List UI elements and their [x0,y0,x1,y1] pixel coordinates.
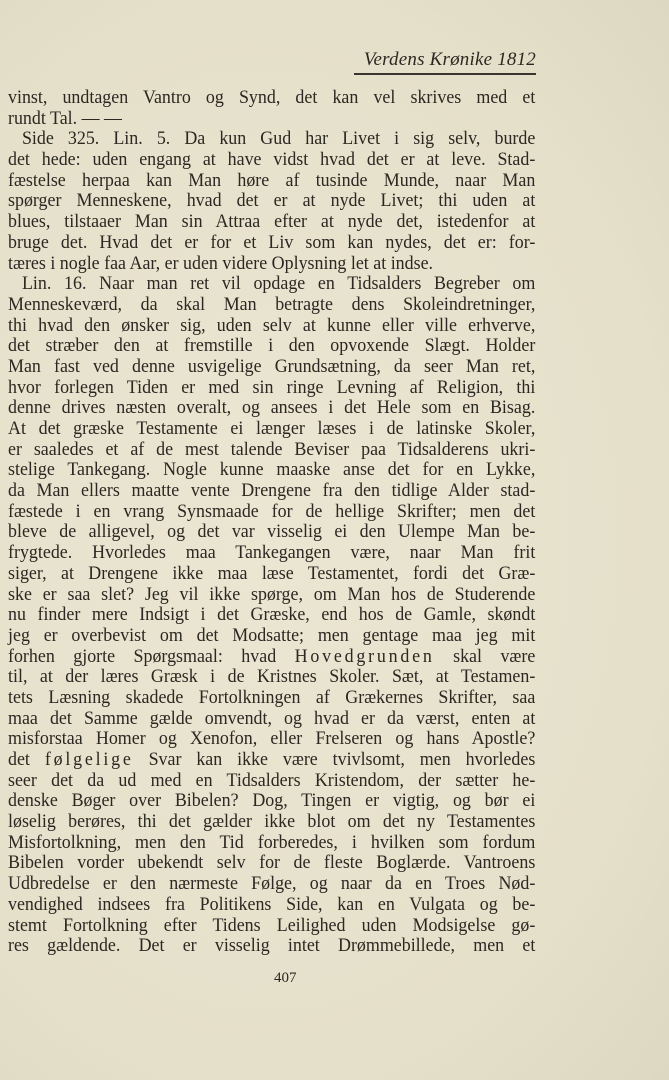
text-segment: nu finder mere Indsigt i det Græske, end hos de Gamle, skøndt [8,604,536,626]
text-line [8,460,535,481]
text-segment: Misfortolkning, men den Tid forberedes, i hvilken som fordum [8,831,536,853]
text-line [8,750,535,771]
text-segment: Man fast ved denne usvigelige Grundsætning, da seer Man ret, [8,355,536,377]
text-segment: ske er saa slet? Jeg vil ikke spørge, om Man hos de Studerende [8,583,536,605]
text-segment: løselig berøres, thi det gælder ikke blot om det ny Testamentes [8,811,536,833]
text-segment: fæstelse herpaa kan Man høre af tusinde Munde, naar Man [8,169,536,191]
text-line [8,336,535,357]
text-line [8,191,535,212]
text-line [8,564,535,585]
text-segment: er saaledes et af de mest talende Beviser paa Tidsalderens ukri- [8,438,536,460]
text-line [8,274,535,295]
text-segment: maa det Samme gælde omvendt, og hvad er da værst, enten at [8,707,536,729]
text-line [8,233,535,254]
text-line [8,626,535,647]
text-segment: skal være [434,645,536,667]
text-segment: At det græske Testamente ei længer læses i de latinske Skoler, [8,418,536,439]
text-segment: frygtede. Hvorledes maa Tankegangen være, naar Man frit [8,542,536,564]
text-line [8,853,535,874]
text-segment: rundt Tal. — — [8,107,122,129]
page-number: 407 [274,970,297,986]
text-line [8,688,535,709]
text-line [8,295,535,316]
text-segment: bleve de alligevel, og det var visselig ei den Ulempe Man be- [8,521,536,543]
text-line [8,543,535,564]
text-line [8,378,535,399]
header-rule [354,73,536,75]
text-segment: det stræber den at fremstille i den opvoxende Slægt. Holder [8,335,536,357]
text-segment: Svar kan ikke være tvivlsomt, men hvorledes [133,749,536,770]
text-line [8,254,535,275]
text-line [8,916,535,937]
text-segment: jeg er overbevist om det Modsatte; men gentage maa jeg mit [8,624,536,646]
text-segment: stemt Fortolkning efter Tidens Leilighed uden Modsigelse gø- [8,914,536,936]
text-segment: denne drives næsten overalt, og ansees i det Hele som en Bisag. [8,397,536,419]
text-segment: tets Læsning skadede Fortolkningen af Grækernes Skrifter, saa [8,686,536,708]
text-line [8,502,535,523]
body-text [8,88,536,957]
text-segment: vendighed indsees fra Politikens Side, kan en Vulgata og be- [8,893,536,915]
text-segment: vinst, undtagen Vantro og Synd, det kan vel skrives med et [8,87,536,108]
text-line [8,129,535,150]
text-line [8,150,535,171]
text-segment: blues, tilstaaer Man sin Attraa efter at nyde det, istedenfor at [8,211,536,233]
text-segment: Lin. 16. Naar man ret vil opdage en Tidsalders Begreber om [21,273,536,295]
text-segment: denske Bøger over Bibelen? Dog, Tingen er vigtig, og bør ei [8,790,536,812]
text-line [8,585,535,606]
text-segment: seer det da ud med en Tidsalders Kristendom, der sætter he- [8,769,536,791]
text-segment: fæstede i en vrang Synsmaade for de hellige Skrifter; men det [8,500,536,522]
text-segment: misforstaa Homer og Xenofon, eller Frelseren og hans Apostle? [8,728,536,750]
text-line [8,419,535,440]
text-line [8,316,535,337]
text-line [8,647,535,668]
text-segment: det hede: uden engang at have vidst hvad det er at leve. Stad- [8,149,536,171]
text-segment: tæres i nogle faa Aar, er uden videre Oplysning let at indse. [8,252,434,274]
emphasized-word: følgelige [44,749,134,770]
text-line [8,357,535,378]
text-segment: siger, at Drengene ikke maa læse Testamentet, fordi det Græ- [8,562,536,584]
text-line [8,791,535,812]
text-segment: det [8,749,45,770]
text-line [8,667,535,688]
text-line [8,522,535,543]
text-line [8,709,535,730]
text-segment: Side 325. Lin. 5. Da kun Gud har Livet i sig selv, burde [21,128,536,150]
text-segment: spørger Menneskene, hvad det er at nyde Livet; thi uden at [8,190,536,212]
running-header: Verdens Krønike 1812 [363,49,536,70]
text-line [8,171,535,192]
text-line [8,895,535,916]
text-line [8,212,535,233]
text-segment: hvor forlegen Tiden er med sin ringe Levning af Religion, thi [8,376,536,398]
text-line [8,833,535,854]
text-line [8,605,535,626]
text-line [8,109,535,130]
text-segment: thi hvad den ønsker sig, uden selv at kunne eller ville erhverve, [8,314,536,336]
text-line [8,440,535,461]
text-line [8,481,535,502]
text-line [8,812,535,833]
text-line [8,398,535,419]
text-segment: forhen gjorte Spørgsmaal: hvad [8,645,295,667]
text-line [8,874,535,895]
text-line [8,88,535,109]
text-line [8,936,535,957]
text-segment: Menneskeværd, da skal Man betragte dens Skoleindretninger, [8,293,536,315]
text-segment: res gældende. Det er visselig intet Drømmebillede, men et [8,935,536,957]
text-segment: stelige Tankegang. Nogle kunne maaske anse det for en Lykke, [8,459,536,481]
text-segment: Udbredelse er den nærmeste Følge, og naar da en Troes Nød- [8,873,536,895]
text-segment: da Man ellers maatte vente Drengene fra den tidlige Alder stad- [8,480,536,502]
text-segment: Bibelen vorder ubekendt selv for de fleste Boglærde. Vantroens [8,852,536,874]
text-segment: bruge det. Hvad det er for et Liv som kan nydes, det er: for- [8,231,536,253]
text-segment: til, at der læres Græsk i de Kristnes Skoler. Sæt, at Testamen- [8,666,536,688]
text-line [8,729,535,750]
text-line [8,771,535,792]
emphasized-word: Hovedgrunden [294,645,435,667]
